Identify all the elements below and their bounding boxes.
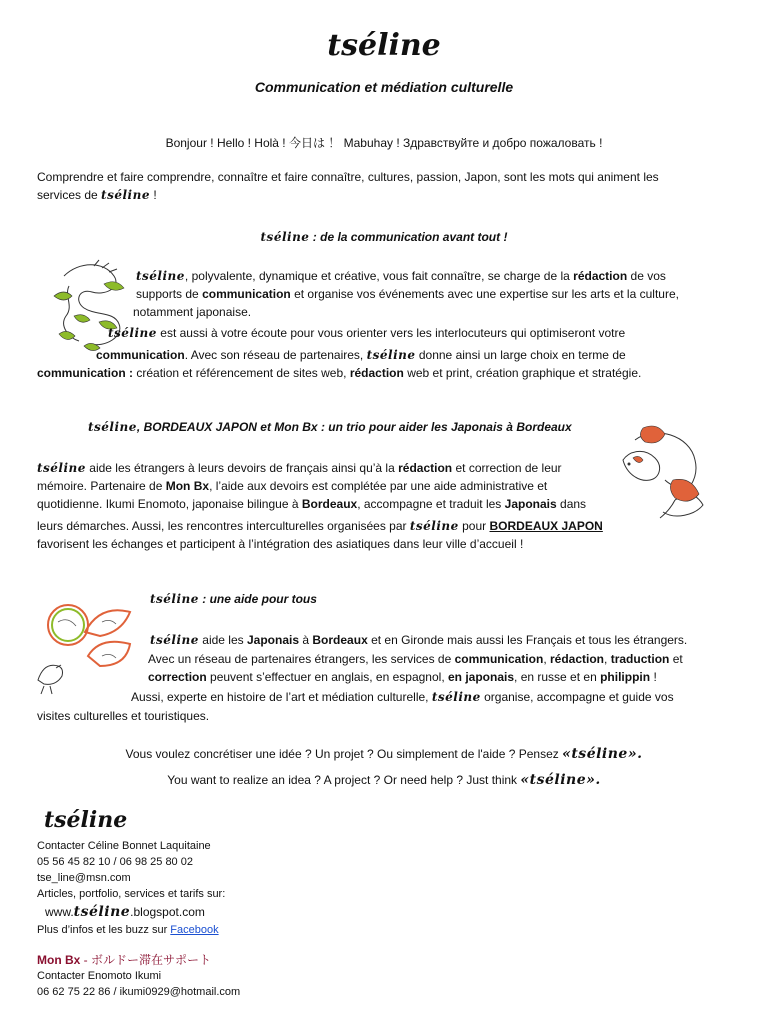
footer-contact — [37, 838, 437, 1000]
intro-line1: Comprendre et faire comprendre, connaître et faire connaître, cultures, passion, Japon, sont les mots qui animent les — [37, 170, 659, 184]
quote: « — [562, 746, 572, 762]
contact-email: tse_line@msn.com — [37, 872, 131, 884]
section-title-text: : une aide pour tous — [202, 592, 317, 606]
s2-line1 — [37, 459, 637, 477]
brand-name: tséline — [409, 519, 459, 533]
section-title-text: : de la communication avant tout ! — [312, 230, 508, 244]
text: Vous voulez concrétiser une idée ? Un projet ? Ou simplement de l'aide ? Pensez — [125, 747, 559, 761]
brand-name: tséline — [571, 746, 628, 762]
keyword: rédaction — [398, 461, 453, 475]
quote: ». — [586, 772, 601, 788]
section3-title — [150, 592, 317, 606]
s1-line1 — [136, 267, 736, 285]
brand-name: tséline — [260, 230, 310, 244]
brand-name: tséline — [136, 269, 185, 283]
quote: « — [520, 772, 530, 788]
text: peuvent s’effectuer en anglais, en espagnol, — [210, 670, 445, 684]
text: et — [672, 652, 683, 666]
keyword: correction — [148, 670, 207, 684]
contact-name: Contacter Céline Bonnet Laquitaine — [37, 840, 211, 852]
text: , — [543, 652, 547, 666]
section2-paragraph — [37, 459, 637, 553]
buzz-line — [37, 922, 437, 938]
text: dans — [560, 497, 587, 511]
facebook-link[interactable]: Facebook — [170, 924, 219, 936]
keyword: communication — [454, 652, 544, 666]
text: et correction de leur — [455, 461, 562, 475]
section2-title — [88, 420, 572, 434]
text: mémoire. Partenaire de — [37, 479, 163, 493]
contact2-phones: 06 62 75 22 86 / ikumi0929@hotmail.com — [37, 986, 241, 998]
brand-name: tséline — [529, 772, 587, 788]
footer-logo: tséline — [44, 807, 128, 833]
articles-text: Articles, portfolio, services et tarifs sur: — [37, 888, 226, 900]
s3-line3 — [148, 668, 738, 686]
keyword: traduction — [610, 652, 670, 666]
keyword: communication : — [37, 366, 134, 380]
text: à — [302, 633, 310, 647]
text: Plus d’infos et les buzz sur — [37, 924, 168, 936]
intro-line2 — [37, 186, 737, 204]
logo: tséline — [327, 28, 441, 63]
brand-name: tséline — [108, 326, 157, 340]
speech-bubbles-bird-illustration-icon — [30, 600, 140, 698]
keyword: Japonais — [504, 497, 557, 511]
intro-paragraph — [37, 168, 737, 204]
text: You want to realize an idea ? A project ? Or need help ? Just think — [167, 773, 518, 787]
intro-text-end: ! — [153, 188, 157, 202]
s1-line4 — [108, 324, 728, 342]
s2-line5: favorisent les échanges et participent à l’intégration des asiatiques dans leur ville d’accueil ! — [37, 537, 524, 551]
text: création et référencement de sites web, — [136, 366, 347, 380]
contact2-name: Contacter Enomoto Ikumi — [37, 970, 162, 982]
section-title-text: , BORDEAUX JAPON et Mon Bx : un trio pour aider les Japonais à Bordeaux — [136, 420, 572, 434]
text: donne ainsi un large choix en terme de — [418, 348, 626, 362]
keyword: Mon Bx — [165, 479, 210, 493]
text: aide les — [202, 633, 244, 647]
keyword: Bordeaux — [301, 497, 358, 511]
url-suffix: .blogspot.com — [130, 905, 205, 919]
s2-line4 — [37, 517, 637, 535]
text: Avec un réseau de partenaires étrangers, les services de — [148, 652, 452, 666]
brand-name: tséline — [150, 592, 199, 606]
s1-line6 — [37, 364, 737, 382]
monbx-line — [37, 952, 437, 968]
text: est aussi à votre écoute pour vous orienter vers les interlocuteurs qui optimiseront votre — [160, 326, 626, 340]
brand-name: tséline — [37, 461, 86, 475]
brand-name: tséline — [73, 904, 131, 920]
brand-name: tséline — [101, 188, 150, 202]
quote: ». — [627, 746, 643, 762]
s2-line3 — [37, 495, 637, 513]
section1-paragraph1 — [136, 267, 736, 303]
text: et organise vos événements avec une expertise sur les arts et la culture, — [294, 287, 679, 301]
keyword: rédaction — [349, 366, 404, 380]
text: web et print, création graphique et stratégie. — [407, 366, 642, 380]
monbx-japanese: - ボルドー滞在サポート — [80, 953, 212, 967]
text: quotidienne. Ikumi Enomoto, japonaise bilingue à — [37, 497, 299, 511]
cta-en — [0, 772, 768, 788]
text: leurs démarches. Aussi, les rencontres interculturelles organisées par — [37, 519, 407, 533]
url-prefix: www. — [45, 905, 74, 919]
text: , accompagne et traduit les — [357, 497, 502, 511]
text: aide les étrangers à leurs devoirs de français ainsi qu’à la — [89, 461, 395, 475]
section1-title — [0, 230, 768, 244]
keyword: Japonais — [246, 633, 300, 647]
text: ! — [653, 670, 657, 684]
text: , polyvalente, dynamique et créative, vous fait connaître, se charge de la — [184, 269, 570, 283]
brand-name: tséline — [88, 420, 137, 434]
greeting: Bonjour ! Hello ! Holà ! 今日は ！ Mabuhay ! Здравствуйте и добро пожаловать ! — [165, 136, 603, 150]
text: Aussi, experte en histoire de l’art et médiation culturelle, — [131, 690, 429, 704]
s3-line1 — [150, 631, 730, 649]
s3-line5: visites culturelles et touristiques. — [37, 709, 210, 723]
keyword: rédaction — [550, 652, 605, 666]
intro-text: services de — [37, 188, 98, 202]
monbx-name: Mon Bx — [37, 953, 81, 967]
page-subtitle: Communication et médiation culturelle — [254, 79, 514, 95]
keyword: communication — [96, 348, 185, 362]
cta-fr — [0, 746, 768, 762]
keyword: Bordeaux — [312, 633, 368, 647]
keyword: en japonais — [448, 670, 515, 684]
s1-line2 — [136, 285, 736, 303]
text: , en russe et en — [514, 670, 597, 684]
text: pour — [462, 519, 487, 533]
text: , l’aide aux devoirs est complétée par une aide administrative et — [209, 479, 548, 493]
text: et en Gironde mais aussi les Français et tous les étrangers. — [371, 633, 688, 647]
text: de vos — [630, 269, 666, 283]
blog-url[interactable] — [45, 902, 437, 922]
s3-line2 — [148, 650, 738, 668]
contact-phones: 05 56 45 82 10 / 06 98 25 80 02 — [37, 856, 193, 868]
text: organise, accompagne et guide vos — [484, 690, 674, 704]
keyword: philippin — [600, 670, 651, 684]
keyword: rédaction — [573, 269, 628, 283]
s3-line4 — [131, 688, 731, 706]
text: . Avec son réseau de partenaires, — [184, 348, 364, 362]
bordeaux-japon-name: BORDEAUX JAPON — [489, 519, 603, 533]
s1-line3: notamment japonaise. — [133, 305, 252, 319]
brand-name: tséline — [431, 690, 481, 704]
keyword: communication — [202, 287, 291, 301]
s2-line2 — [37, 477, 637, 495]
brand-name: tséline — [366, 348, 416, 362]
text: supports de — [136, 287, 199, 301]
text: , — [604, 652, 608, 666]
brand-name: tséline — [150, 633, 199, 647]
s1-line5 — [96, 346, 736, 364]
